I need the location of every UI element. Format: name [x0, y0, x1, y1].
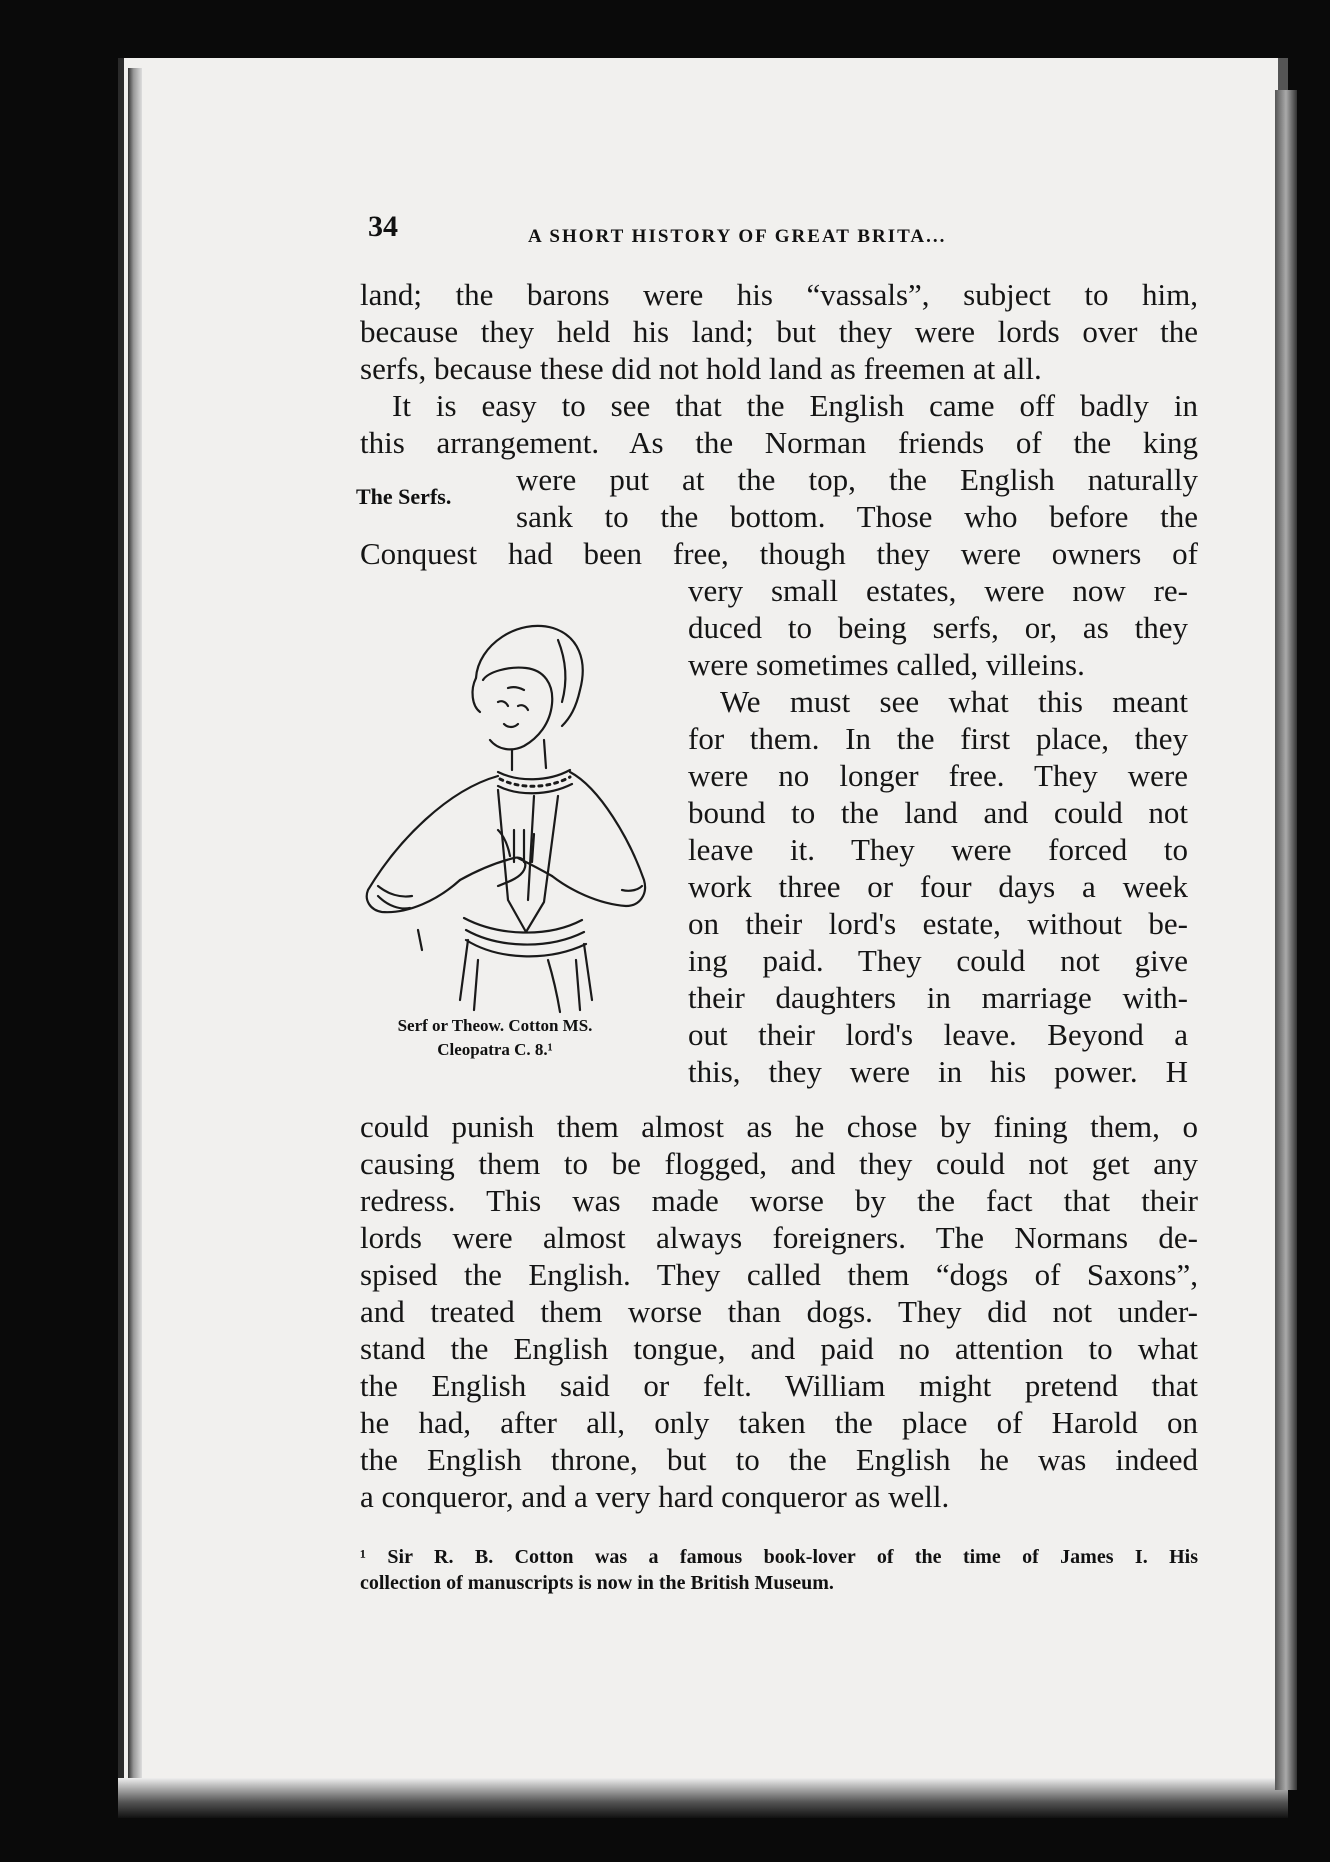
text-line: were put at the top, the English naturally	[516, 462, 1198, 497]
caption-line: Cleopatra C. 8.¹	[437, 1040, 553, 1059]
footnote-line: collection of manuscripts is now in the British Museum.	[360, 1572, 834, 1594]
text-line: causing them to be flogged, and they could not get any	[360, 1146, 1198, 1181]
text-line: on their lord's estate, without be-	[688, 906, 1188, 941]
running-title: A SHORT HISTORY OF GREAT BRITA...	[528, 226, 947, 247]
text-line: spised the English. They called them “dogs of Saxons”,	[360, 1257, 1198, 1292]
text-line: he had, after all, only taken the place of Harold on	[360, 1405, 1198, 1440]
text-line: for them. In the first place, they	[688, 721, 1188, 756]
text-line: We must see what this meant	[720, 684, 1188, 719]
footnote	[360, 1544, 1198, 1596]
text-line: very small estates, were now re-	[688, 573, 1188, 608]
paragraph-bottom	[360, 1108, 1198, 1515]
text-line: ing paid. They could not give	[688, 943, 1188, 978]
text-line: and treated them worse than dogs. They did not under-	[360, 1294, 1198, 1329]
text-line: this, they were in his power. H	[688, 1054, 1188, 1089]
text-line: duced to being serfs, or, as they	[688, 610, 1188, 645]
paragraph-right-column	[688, 572, 1188, 1090]
text-line: were sometimes called, villeins.	[688, 647, 1085, 682]
figure-caption	[345, 1014, 645, 1062]
text-line: Conquest had been free, though they were owners of	[360, 536, 1198, 571]
paragraph-conquest	[360, 535, 1198, 572]
serf-illustration	[348, 600, 668, 1020]
footnote-line: ¹ Sir R. B. Cotton was a famous book-lover of the time of James I. His	[360, 1546, 1198, 1568]
text-line: bound to the land and could not	[688, 795, 1188, 830]
text-line: It is easy to see that the English came off badly in	[392, 388, 1198, 423]
text-line: serfs, because these did not hold land as freemen at all.	[360, 351, 1042, 386]
text-line: land; the barons were his “vassals”, subject to him,	[360, 277, 1198, 312]
text-line: the English throne, but to the English he was indeed	[360, 1442, 1198, 1477]
text-line: redress. This was made worse by the fact that their	[360, 1183, 1198, 1218]
text-line: stand the English tongue, and paid no attention to what	[360, 1331, 1198, 1366]
text-line: their daughters in marriage with-	[688, 980, 1188, 1015]
text-line: sank to the bottom. Those who before the	[516, 499, 1198, 534]
text-line: were no longer free. They were	[688, 758, 1188, 793]
text-line: work three or four days a week	[688, 869, 1188, 904]
paragraph-indented	[516, 461, 1198, 535]
page-number: 34	[368, 210, 398, 243]
side-heading: The Serfs.	[356, 484, 452, 509]
paragraph-top	[360, 276, 1198, 461]
text-line: the English said or felt. William might pretend that	[360, 1368, 1198, 1403]
caption-line: Serf or Theow. Cotton MS.	[397, 1016, 593, 1035]
text-line: because they held his land; but they were lords over the	[360, 314, 1198, 349]
text-line: leave it. They were forced to	[688, 832, 1188, 867]
text-line: this arrangement. As the Norman friends of the king	[360, 425, 1198, 460]
text-line: could punish them almost as he chose by fining them, o	[360, 1109, 1198, 1144]
text-line: out their lord's leave. Beyond a	[688, 1017, 1188, 1052]
text-line: lords were almost always foreigners. The Normans de-	[360, 1220, 1198, 1255]
next-page-edge	[1275, 90, 1297, 1790]
text-line: a conqueror, and a very hard conqueror as well.	[360, 1479, 950, 1514]
